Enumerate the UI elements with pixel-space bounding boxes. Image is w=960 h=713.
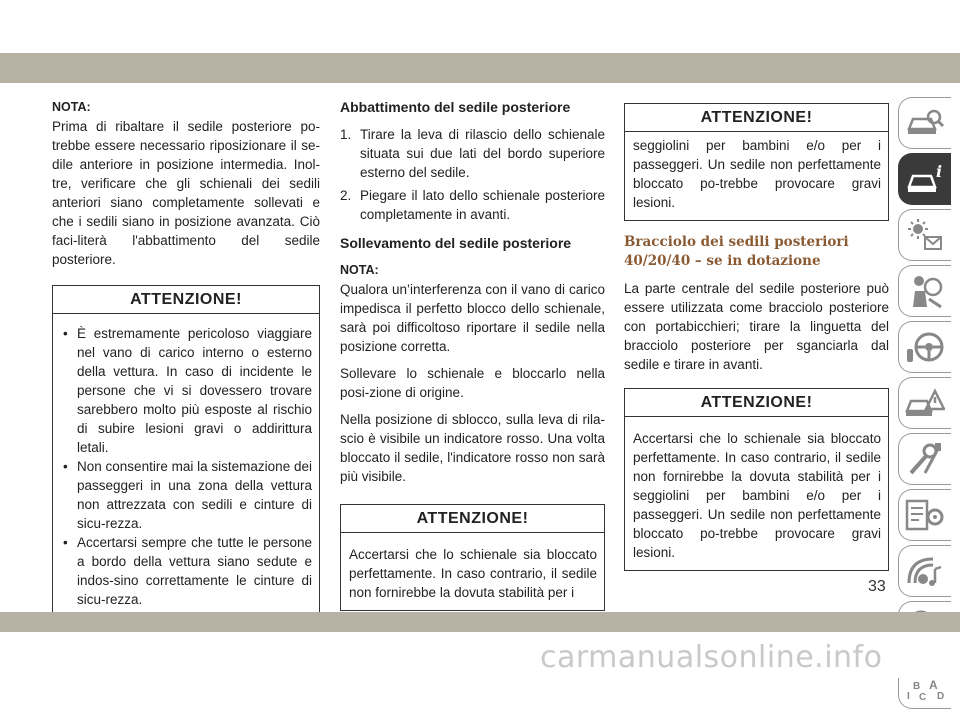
svg-text:D: D [937,691,945,701]
warning-box [52,285,320,618]
paragraph: La parte centrale del sedile posteriore può essere utilizzata come bracciolo posteriore con portabicchieri; tirare la linguetta del bracciolo posteriore per sganciarla dal sedile e tirare in avanti. [624,281,889,372]
svg-text:B: B [913,681,921,692]
warning-text: Accertarsi che lo schienale sia bloccato perfettamente. In caso contrario, il sedile non fornirebbe la dovuta stabilità per i seggiolini per bambini e/o per i passeggeri. Un sedile non perfettamente bloccato po-trebbe provocare gravi lesioni. [633,431,881,560]
svg-text:I: I [907,691,910,701]
steps-list [340,125,605,224]
nota-text: Qualora un’interferenza con il vano di carico impedisca il perfetto blocco dello schienale, sarà poi difficoltoso riportare il sedile nella posizione corretta. [340,282,605,354]
warning-box [624,103,889,221]
tools-icon [905,441,945,477]
warning-item: • Non consentire mai la sistemazione dei passeggeri in una zona della vettura non attrezzata con sedili e cinture di sicu-rezza. [63,459,312,531]
warning-title: ATTENZIONE! [625,389,888,417]
page-number: 33 [868,578,886,595]
warning-lights-icon [905,217,945,253]
car-info-icon [905,161,945,197]
column-1 [52,98,320,618]
car-alert-icon [905,385,945,421]
nota-label: NOTA: [52,100,91,114]
warning-box [340,504,605,611]
step-item: 2. Piegare il lato dello schienale posteriore completamente in avanti. [340,188,605,222]
watermark-text: carmanualsonline.info [540,640,883,675]
step-item: 1. Tirare la leva di rilascio dello schienale situata sui due lati del bordo superiore esterno del sedile. [340,127,605,180]
header-band [0,0,960,83]
tab-multimedia[interactable] [898,545,951,597]
tab-warning-lights[interactable] [898,209,951,261]
tab-car-search[interactable] [898,97,951,149]
tab-safety[interactable] [898,265,951,317]
footer-stripe [0,612,960,632]
multimedia-icon [905,553,945,589]
warning-item: • È estremamente pericoloso viaggiare nel vano di carico interno o esterno della vettura. In caso di incidente le persone che vi si dovessero trovare sarebbero molto più esposte al rischio di subire lesioni gravi o addirittura letali. [63,326,312,455]
nota-text: Prima di ribaltare il sedile posteriore po-trebbe essere necessario riposizionare il se-dile anteriore in posizione intermedia. Inol-tre, verificare che gli schienali dei sedili anteriori siano completamente sollevati e che i sedili siano in posizione avanzata. Ciò faci-literà l'abbattimento del sedile posteriore. [52,119,320,267]
warning-box [624,388,889,571]
warning-text: seggiolini per bambini e/o per i passeggeri. Un sedile non perfettamente bloccato po-trebbe provocare gravi lesioni. [633,138,881,210]
tab-specifications[interactable] [898,489,951,541]
tab-emergency[interactable] [898,377,951,429]
tab-driving[interactable] [898,321,951,373]
steering-wheel-icon [905,329,945,365]
header-stripe [0,53,960,83]
section-heading: Bracciolo dei sedili posteriori 40/20/40 – se in dotazione [624,234,849,269]
warning-text: Accertarsi che lo schienale sia bloccato perfettamente. In caso contrario, il sedile non fornirebbe la dovuta stabilità per i [349,547,597,600]
svg-text:C: C [919,692,927,701]
warning-list [61,324,312,609]
section-heading: Abbattimento del sedile posteriore [340,99,571,115]
paragraph: Nella posizione di sblocco, sulla leva di rila-scio è visibile un indicatore rosso. Una volta bloccato il sedile, l'indicatore rosso non sarà più visibile. [340,412,605,484]
warning-item: • Accertarsi sempre che tutte le persone a bordo della vettura siano sedute e indos-sino correttamente le cinture di sicu-rezza. [63,535,312,607]
warning-title: ATTENZIONE! [53,286,319,314]
car-search-icon [905,105,945,141]
section-heading: Sollevamento del sedile posteriore [340,235,572,251]
column-2 [340,98,605,611]
tab-maintenance[interactable] [898,433,951,485]
specs-gear-icon [905,497,945,533]
svg-text:i: i [936,162,943,181]
warning-title: ATTENZIONE! [341,505,604,533]
paragraph: Sollevare lo schienale e bloccarlo nella posi-zione di origine. [340,366,605,400]
nota-label: NOTA: [340,263,379,277]
column-3 [624,103,889,571]
safety-airbag-icon [905,273,945,309]
svg-text:A: A [929,678,938,692]
tab-car-info[interactable] [898,153,951,205]
warning-title: ATTENZIONE! [625,104,888,132]
